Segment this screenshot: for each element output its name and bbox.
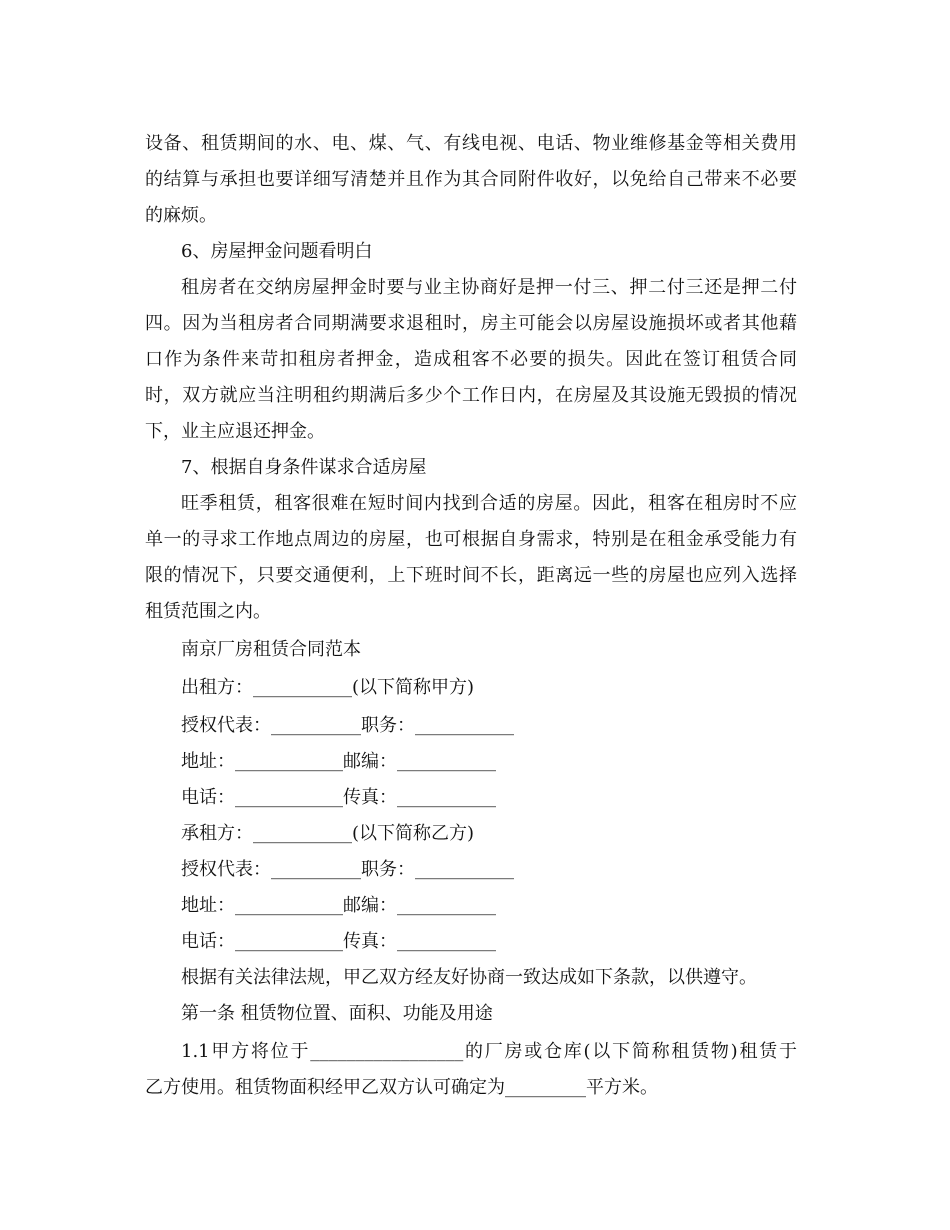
lessee-representative-line: 授权代表：__________职务：___________ [181,859,514,880]
lessor-address-line: 地址：____________邮编：___________ [181,751,496,772]
lessor-phone-line: 电话：____________传真：___________ [181,787,496,808]
paragraph-line: 设备、租赁期间的水、电、煤、气、有线电视、电话、物业维修基金等相关费用 [145,133,797,154]
paragraph-line: 限的情况下，只要交通便利，上下班时间不长，距离远一些的房屋也应列入选择 [145,565,797,586]
lessor-line: 出租方：___________(以下简称甲方) [181,677,475,698]
paragraph-line: 的麻烦。 [145,205,217,226]
paragraph-line: 租赁范围之内。 [145,601,271,622]
paragraph-line: 下，业主应退还押金。 [145,421,325,442]
lessee-phone-line: 电话：____________传真：___________ [181,931,496,952]
article-heading: 第一条 租赁物位置、面积、功能及用途 [181,1003,493,1024]
clause-line: 1.1甲方将位于_________________的厂房或仓库(以下简称租赁物)租赁于 [181,1041,797,1062]
preamble-line: 根据有关法律法规，甲乙双方经友好协商一致达成如下条款，以供遵守。 [181,967,757,988]
paragraph-line: 时，双方就应当注明租约期满后多少个工作日内，在房屋及其设施无毁损的情况 [145,385,797,406]
paragraph-line: 四。因为当租房者合同期满要求退租时，房主可能会以房屋设施损坏或者其他藉 [145,313,797,334]
lessor-representative-line: 授权代表：__________职务：___________ [181,715,514,736]
paragraph-line: 口作为条件来苛扣租房者押金，造成租客不必要的损失。因此在签订租赁合同 [145,349,797,370]
lessee-address-line: 地址：____________邮编：___________ [181,895,496,916]
paragraph-line: 旺季租赁，租客很难在短时间内找到合适的房屋。因此，租客在租房时不应 [181,493,797,514]
paragraph-line: 的结算与承担也要详细写清楚并且作为其合同附件收好，以免给自己带来不必要 [145,169,797,190]
section-heading: 6、房屋押金问题看明白 [181,241,373,262]
section-heading: 7、根据自身条件谋求合适房屋 [181,457,427,478]
paragraph-line: 单一的寻求工作地点周边的房屋，也可根据自身需求，特别是在租金承受能力有 [145,529,797,550]
paragraph-line: 租房者在交纳房屋押金时要与业主协商好是押一付三、押二付三还是押二付 [181,277,797,298]
lessee-line: 承租方：___________(以下简称乙方) [181,823,475,844]
contract-title: 南京厂房租赁合同范本 [181,639,361,660]
clause-line: 乙方使用。租赁物面积经甲乙双方认可确定为_________平方米。 [145,1077,658,1098]
